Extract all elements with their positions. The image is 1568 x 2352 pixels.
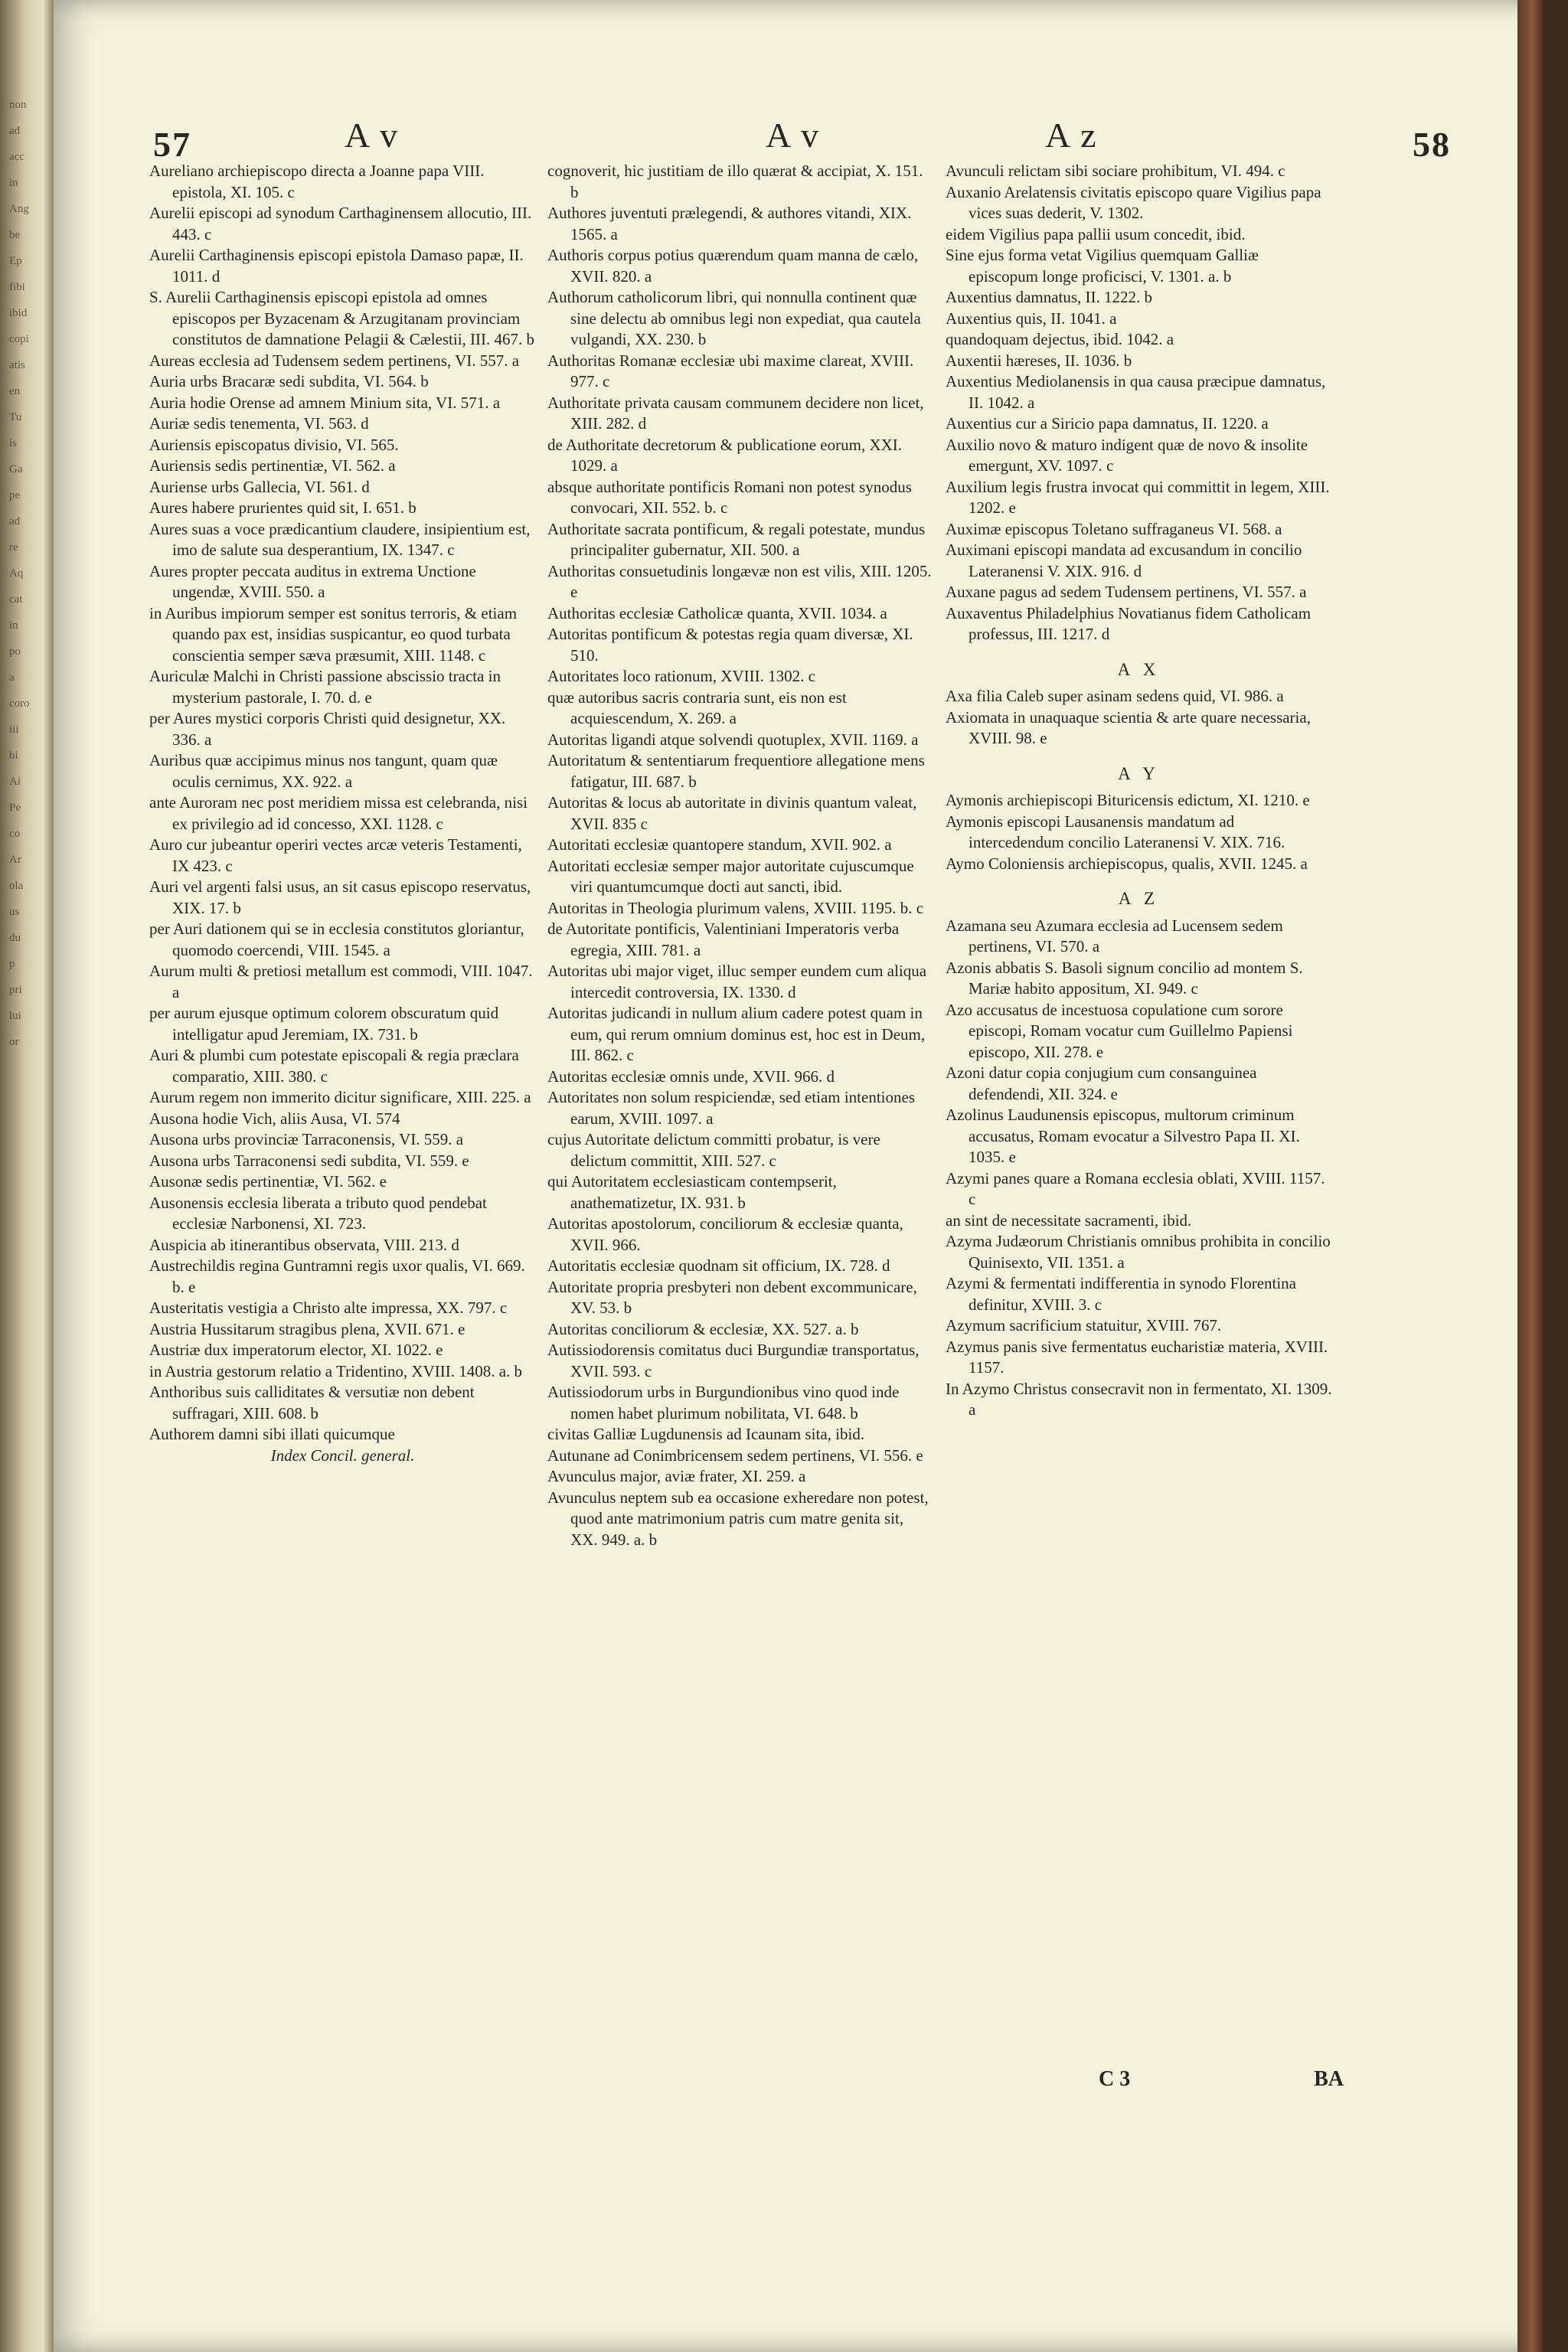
index-entry: Austeritatis vestigia a Christo alte impressa, XX. 797. c bbox=[149, 1298, 508, 1317]
running-head-2: A v bbox=[766, 116, 821, 155]
index-entry: civitas Galliæ Lugdunensis ad Icaunam sita, ibid. bbox=[547, 1425, 865, 1443]
index-column-3 bbox=[946, 161, 1332, 1421]
book-edge bbox=[1517, 0, 1543, 2352]
index-entry: Aurum multi & pretiosi metallum est commodi, VIII. 1047. a bbox=[149, 962, 533, 1001]
index-entry: Auriæ sedis tenementa, VI. 563. d bbox=[149, 414, 369, 433]
index-entry: Aures suas a voce prædicantium claudere, insipientium est, imo de salute sua desperantium, IX. 1347. c bbox=[149, 519, 531, 559]
index-entry: S. Aurelii Carthaginensis episcopi epistola ad omnes episcopos per Byzacenam & Arzugitanam provinciam constitutos de damnatione Pelagii & Cælestii, III. 467. b bbox=[149, 288, 535, 348]
index-entry: Aureliano archiepiscopo directa a Joanne papa VIII. epistola, XI. 105. c bbox=[149, 162, 485, 201]
index-column-2 bbox=[547, 161, 934, 1550]
running-head-3: A z bbox=[1045, 116, 1098, 155]
signature-mark: C 3 bbox=[1099, 2067, 1131, 2091]
index-footer-note: Index Concil. general. bbox=[270, 1446, 415, 1465]
index-entry: Auxentius cur a Siricio papa damnatus, II. 1220. a bbox=[946, 414, 1269, 433]
index-entry: Ausona hodie Vich, aliis Ausa, VI. 574 bbox=[149, 1109, 400, 1128]
index-entry: Autoritate propria presbyteri non debent excommunicare, XV. 53. b bbox=[547, 1277, 917, 1317]
index-entry: de Autoritate pontificis, Valentiniani Imperatoris verba egregia, XIII. 781. a bbox=[547, 920, 900, 959]
index-entry: Auri vel argenti falsi usus, an sit casus episcopo reservatus, XIX. 17. b bbox=[149, 877, 531, 917]
index-entry: Authorum catholicorum libri, qui nonnulla continent quæ sine delectu ab omnibus legi non expediat, qua cautela vulgandi, XX. 230. b bbox=[547, 288, 921, 348]
index-entry: Auxentius Mediolanensis in qua causa præcipue damnatus, II. 1042. a bbox=[946, 372, 1326, 412]
index-entry: In Azymo Christus consecravit non in fermentato, XI. 1309. a bbox=[946, 1379, 1332, 1419]
book-page bbox=[54, 0, 1543, 2352]
index-entry: Ausona urbs Tarraconensi sedi subdita, VI. 559. e bbox=[149, 1151, 469, 1170]
index-entry: quandoquam dejectus, ibid. 1042. a bbox=[946, 330, 1174, 348]
index-entry: Aureas ecclesia ad Tudensem sedem pertinens, VI. 557. a bbox=[149, 351, 520, 370]
section-heading-az: A Z bbox=[1118, 889, 1160, 908]
index-entry: Authoris corpus potius quærendum quam manna de cælo, XVII. 820. a bbox=[547, 246, 919, 286]
index-entry: Auri & plumbi cum potestate episcopali & regia præclara comparatio, XIII. 380. c bbox=[149, 1046, 519, 1086]
index-entry: Auriculæ Malchi in Christi passione abscissio tracta in mysterium pastorale, I. 70. d. e bbox=[149, 667, 501, 707]
index-entry: Auximæ episcopus Toletano suffraganeus VI. 568. a bbox=[946, 519, 1282, 538]
index-entry: Autoritas judicandi in nullum alium cadere potest quam in eum, qui rerum omnium dominus est, hoc est in Deum, III. 862. c bbox=[547, 1004, 926, 1064]
index-entry: Autoritas ubi major viget, illuc semper eundem cum aliqua intercedit controversia, IX. 1330. d bbox=[547, 962, 927, 1001]
column-2-entries bbox=[547, 161, 934, 1550]
index-entry: Authores juventuti prælegendi, & authores vitandi, XIX. 1565. a bbox=[547, 204, 912, 243]
index-entry: Aurelii Carthaginensis episcopi epistola Damaso papæ, II. 1011. d bbox=[149, 246, 524, 286]
index-entry: Aymo Coloniensis archiepiscopus, qualis, XVII. 1245. a bbox=[946, 854, 1308, 873]
index-entry: Auxaventus Philadelphius Novatianus fidem Catholicam professus, III. 1217. d bbox=[946, 603, 1312, 643]
index-entry: Autissiodorensis comitatus duci Burgundiæ transportatus, XVII. 593. c bbox=[547, 1341, 920, 1380]
page-number-right: 58 bbox=[1413, 125, 1451, 164]
index-entry: per Aures mystici corporis Christi quid designetur, XX. 336. a bbox=[149, 709, 506, 749]
index-entry: in Austria gestorum relatio a Tridentino, XVIII. 1408. a. b bbox=[149, 1361, 523, 1380]
index-entry: Autunane ad Conimbricensem sedem pertinens, VI. 556. e bbox=[547, 1446, 923, 1465]
section-heading-ay: A Y bbox=[1118, 763, 1160, 783]
index-entry: Auro cur jubeantur operiri vectes arcæ veteris Testamenti, IX 423. c bbox=[149, 835, 522, 875]
index-entry: absque authoritate pontificis Romani non potest synodus convocari, XII. 552. b. c bbox=[547, 477, 912, 517]
index-entry: ante Auroram nec post meridiem missa est celebranda, nisi ex privilegio ad id concesso, XXI. 1128. c bbox=[149, 793, 528, 833]
index-entry: Auspicia ab itinerantibus observata, VIII. 213. d bbox=[149, 1235, 459, 1254]
section-heading-ax: A X bbox=[1117, 659, 1161, 679]
index-entry: Auxanio Arelatensis civitatis episcopo quare Vigilius papa vices suas dederit, V. 1302. bbox=[946, 182, 1321, 222]
index-entry: Authoritate sacrata pontificum, & regali potestate, mundus principaliter gubernatur, XII. 500. a bbox=[547, 519, 926, 559]
facing-page-fragment: non ad acc in Ang be Ep fibi ibid copi atis en Tu is Ga pe ad re Aq cat in po a coro iii bi Ai Pe co Ar ola us du p pri lui or bbox=[9, 99, 30, 1048]
index-entry: Auria urbs Bracaræ sedi subdita, VI. 564. b bbox=[149, 372, 429, 390]
index-entry: Autoritas apostolorum, conciliorum & ecclesiæ quanta, XVII. 966. bbox=[547, 1214, 903, 1254]
index-entry: Auxilium legis frustra invocat qui committit in legem, XIII. 1202. e bbox=[946, 477, 1330, 517]
index-entry: cujus Autoritate delictum committi probatur, is vere delictum committit, XIII. 527. c bbox=[547, 1130, 880, 1170]
index-entry: Authorem damni sibi illati quicumque bbox=[149, 1425, 395, 1443]
page-number-left: 57 bbox=[153, 125, 191, 164]
index-entry: Authoritas ecclesiæ Catholicæ quanta, XVII. 1034. a bbox=[547, 603, 887, 622]
index-entry: Auxentius quis, II. 1041. a bbox=[946, 309, 1117, 328]
index-entry: Authoritas Romanæ ecclesiæ ubi maxime clareat, XVIII. 977. c bbox=[547, 351, 914, 390]
index-entry: Autoritati ecclesiæ semper major autoritate cujuscumque viri quantumcumque docti aut sancti, ibid. bbox=[547, 856, 914, 896]
index-entry: Ausonensis ecclesia liberata a tributo quod pendebat ecclesiæ Narbonensi, XI. 723. bbox=[149, 1193, 487, 1233]
index-entry: Auribus quæ accipimus minus nos tangunt, quam quæ oculis cernimus, XX. 922. a bbox=[149, 751, 498, 791]
index-entry: Autoritas pontificum & potestas regia quam diversæ, XI. 510. bbox=[547, 625, 913, 665]
index-entry: Azamana seu Azumara ecclesia ad Lucensem sedem pertinens, VI. 570. a bbox=[946, 916, 1283, 956]
index-entry: Auxane pagus ad sedem Tudensem pertinens, VI. 557. a bbox=[946, 583, 1307, 601]
index-entry: Azolinus Laudunensis episcopus, multorum criminum accusatus, Romam evocatur a Silvestro Papa II. XI. 1035. e bbox=[946, 1106, 1300, 1166]
column-3-entries-az bbox=[946, 916, 1332, 1421]
index-entry: per Auri dationem qui se in ecclesia constitutos gloriantur, quomodo coercendi, VIII. 1545. a bbox=[149, 920, 524, 959]
index-entry: Autoritatis ecclesiæ quodnam sit officium, IX. 728. d bbox=[547, 1256, 890, 1275]
index-entry: Auriensis sedis pertinentiæ, VI. 562. a bbox=[149, 456, 396, 475]
index-entry: Autoritatum & sententiarum frequentiore allegatione mens fatigatur, III. 687. b bbox=[547, 751, 925, 791]
index-entry: Auxilio novo & maturo indigent quæ de novo & insolite emergunt, XV. 1097. c bbox=[946, 435, 1308, 475]
index-entry: de Authoritate decretorum & publicatione eorum, XXI. 1029. a bbox=[547, 435, 903, 475]
index-entry: Autoritati ecclesiæ quantopere standum, XVII. 902. a bbox=[547, 835, 892, 854]
page-footer bbox=[1099, 2067, 1344, 2098]
index-entry: Aures propter peccata auditus in extrema Unctione ungendæ, XVIII. 550. a bbox=[149, 561, 476, 601]
index-entry: in Auribus impiorum semper est sonitus terroris, & etiam quando pax est, insidias suspicantur, eo quod turbata conscientia semper sæva præsumit, XIII. 1148. c bbox=[149, 603, 518, 665]
index-entry: Austrechildis regina Guntramni regis uxor qualis, VI. 669. b. e bbox=[149, 1256, 525, 1296]
index-entry: an sint de necessitate sacramenti, ibid. bbox=[946, 1210, 1192, 1230]
index-entry: Azoni datur copia conjugium cum consanguinea defendendi, XII. 324. e bbox=[946, 1063, 1257, 1103]
index-entry: Axa filia Caleb super asinam sedens quid, VI. 986. a bbox=[946, 687, 1284, 705]
index-entry: Auriense urbs Gallecia, VI. 561. d bbox=[149, 477, 370, 496]
index-entry: Austria Hussitarum stragibus plena, XVII. 671. e bbox=[149, 1319, 466, 1338]
index-entry: Azonis abbatis S. Basoli signum concilio ad montem S. Mariæ habito appositum, XI. 949. c bbox=[946, 958, 1303, 998]
index-entry: cognoverit, hic justitiam de illo quærat & accipiat, X. 151. b bbox=[547, 162, 923, 201]
facing-page-gutter bbox=[0, 0, 54, 2352]
index-entry: Autoritates loco rationum, XVIII. 1302. c bbox=[547, 667, 815, 685]
index-entry: Azymum sacrificium statuitur, XVIII. 767. bbox=[946, 1316, 1222, 1334]
index-entry: Anthoribus suis calliditates & versutiæ non debent suffragari, XIII. 608. b bbox=[149, 1383, 475, 1423]
index-entry: Azymi & fermentati indifferentia in synodo Florentina definitur, XVIII. 3. c bbox=[946, 1274, 1297, 1314]
index-entry: Auria hodie Orense ad amnem Minium sita, VI. 571. a bbox=[149, 393, 501, 412]
index-entry: Auxentius damnatus, II. 1222. b bbox=[946, 288, 1153, 306]
index-entry: Autoritates non solum respiciendæ, sed etiam intentiones earum, XVIII. 1097. a bbox=[547, 1088, 915, 1128]
index-entry: Azyma Judæorum Christianis omnibus prohibita in concilio Quinisexto, VII. 1351. a bbox=[946, 1232, 1331, 1272]
running-head-1: A v bbox=[345, 116, 400, 155]
index-entry: Autoritas ecclesiæ omnis unde, XVII. 966. d bbox=[547, 1067, 835, 1086]
index-entry: Avunculi relictam sibi sociare prohibitum, VI. 494. c bbox=[946, 162, 1285, 180]
index-column-1 bbox=[149, 161, 536, 1466]
column-1-entries bbox=[149, 161, 536, 1446]
index-entry: Autoritas conciliorum & ecclesiæ, XX. 527. a. b bbox=[547, 1319, 859, 1338]
index-entry: Aures habere prurientes quid sit, I. 651. b bbox=[149, 498, 416, 517]
index-entry: Authoritate privata causam communem decidere non licet, XIII. 282. d bbox=[547, 393, 924, 433]
index-entry: qui Autoritatem ecclesiasticam contempserit, anathematizetur, IX. 931. b bbox=[547, 1172, 837, 1212]
index-entry: Azymus panis sive fermentatus eucharistiæ materia, XVIII. 1157. bbox=[946, 1337, 1328, 1377]
index-entry: per aurum ejusque optimum colorem obscuratum quid intelligatur apud Jeremiam, IX. 731. b bbox=[149, 1004, 499, 1044]
column-3-entries-av bbox=[946, 161, 1332, 645]
index-entry: quæ autoribus sacris contraria sunt, eis non est acquiescendum, X. 269. a bbox=[547, 688, 847, 727]
index-entry: Sine ejus forma vetat Vigilius quemquam Galliæ episcopum longe proficisci, V. 1301. a. b bbox=[946, 246, 1259, 286]
index-entry: Austriæ dux imperatorum elector, XI. 1022. e bbox=[149, 1341, 443, 1359]
index-entry: Aymonis archiepiscopi Bituricensis edictum, XI. 1210. e bbox=[946, 791, 1310, 809]
index-entry: Auriensis episcopatus divisio, VI. 565. bbox=[149, 435, 399, 454]
index-entry: eidem Vigilius papa pallii usum concedit, ibid. bbox=[946, 224, 1246, 243]
index-entry: Azo accusatus de incestuosa copulatione cum sorore episcopi, Romam vocatur cum Guillelmo Papiensi episcopo, XII. 278. e bbox=[946, 1000, 1293, 1061]
index-entry: Autoritas ligandi atque solvendi quotuplex, XVII. 1169. a bbox=[547, 730, 919, 749]
index-entry: Autissiodorum urbs in Burgundionibus vino quod inde nomen habet plurimum nobilitata, VI. 648. b bbox=[547, 1383, 900, 1423]
index-entry: Avunculus neptem sub ea occasione exheredare non potest, quod ante matrimonium patris cum matre genita sit, XX. 949. a. b bbox=[547, 1488, 929, 1549]
index-entry: Aurum regem non immerito dicitur significare, XIII. 225. a bbox=[149, 1088, 531, 1106]
index-entry: Aurelii episcopi ad synodum Carthaginensem allocutio, III. 443. c bbox=[149, 204, 532, 243]
index-entry: Azymi panes quare a Romana ecclesia oblati, XVIII. 1157. c bbox=[946, 1168, 1325, 1208]
index-entry: Ausonæ sedis pertinentiæ, VI. 562. e bbox=[149, 1172, 387, 1191]
index-entry: Authoritas consuetudinis longævæ non est vilis, XIII. 1205. e bbox=[547, 561, 932, 601]
index-entry: Autoritas in Theologia plurimum valens, XVIII. 1195. b. c bbox=[547, 898, 924, 917]
column-3-entries-ax bbox=[946, 686, 1332, 750]
column-3-entries-ay bbox=[946, 790, 1332, 874]
index-entry: Ausona urbs provinciæ Tarraconensis, VI. 559. a bbox=[149, 1130, 464, 1148]
index-entry: Axiomata in unaquaque scientia & arte quare necessaria, XVIII. 98. e bbox=[946, 707, 1311, 747]
index-entry: Autoritas & locus ab autoritate in divinis quantum valeat, XVII. 835 c bbox=[547, 793, 917, 833]
index-entry: Avunculus major, aviæ frater, XI. 259. a bbox=[547, 1467, 806, 1485]
index-entry: Auximani episcopi mandata ad excusandum in concilio Lateranensi V. XIX. 916. d bbox=[946, 541, 1302, 580]
index-entry: Auxentii hæreses, II. 1036. b bbox=[946, 351, 1132, 370]
catchword: BA bbox=[1314, 2067, 1344, 2091]
index-entry: Aymonis episcopi Lausanensis mandatum ad intercedendum concilio Lateranensi V. XIX. 716. bbox=[946, 812, 1285, 851]
